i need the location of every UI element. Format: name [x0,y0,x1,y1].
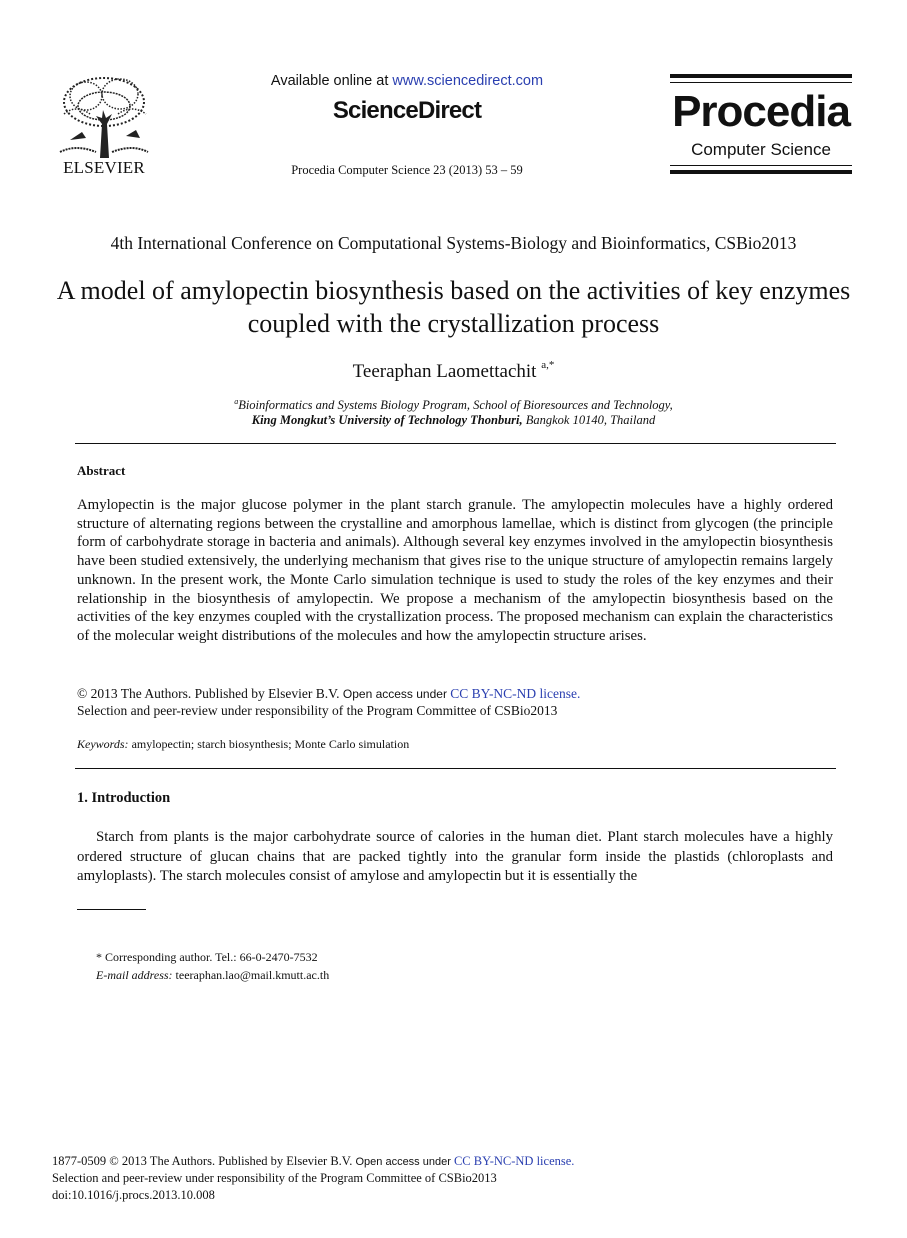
affiliation-mark: a [234,397,239,406]
keywords-list: amylopectin; starch biosynthesis; Monte Carlo simulation [128,737,410,751]
conference-name: 4th International Conference on Computational Systems-Biology and Bioinformatics, CSBio2013 [110,233,797,253]
affiliation-line-1 [100,397,807,413]
procedia-title: Procedia [672,87,850,136]
author-marks: a,* [541,359,555,371]
sciencedirect-link[interactable]: www.sciencedirect.com [392,73,544,89]
affiliation-location: Bangkok 10140, Thailand [522,413,656,427]
footer-peer-review: Selection and peer-review under responsibility of the Program Committee of CSBio2013 [52,1171,497,1185]
keywords-line [77,737,837,752]
corresponding-author-note: * Corresponding author. Tel.: 66-0-2470-7532 [96,950,318,964]
section-body: Starch from plants is the major carbohydrate source of calories in the human diet. Plant starch molecules have a highly ordered structure of glucan chains that are packed tightly into the granular form inside the plastids (chloroplasts and amyloplasts). The starch molecules consist of amylose and amylopectin but it is essentially the [77,829,833,884]
affiliation-program: Bioinformatics and Systems Biology Program, School of Bioresources and Technology, [238,398,673,413]
section-heading: 1. Introduction [77,790,171,806]
email-label: E-mail address: [96,968,173,982]
copyright-text: © 2013 The Authors. Published by Elsevier B.V. [77,686,343,701]
abstract-heading: Abstract [77,463,126,478]
footer-copyright [52,1154,574,1169]
divider [75,768,836,769]
keywords-label: Keywords: [77,737,129,751]
footer-doi[interactable]: doi:10.1016/j.procs.2013.10.008 [52,1188,215,1202]
email-note [96,968,329,983]
procedia-top-bar [670,74,852,78]
procedia-bottom-thin-bar [670,165,852,166]
author-line [150,359,757,383]
abstract-body: Amylopectin is the major glucose polymer in the plant starch granule. The amylopectin molecules have a highly ordered structure of alternating regions between the crystalline and amorphous lamellae, which is distinct from glycogen (the principle form of carbohydrate storage in bacteria and animals). Although several key enzymes involved in the amylopectin biosynthesis have been studied extensively, the underlying mechanism that gives rise to the unique structure of amylopectin remains largely unknown. In the present work, the Monte Carlo simulation technique is used to study the roles of the key enzymes and their relationship in the biosynthesis of amylopectin. We propose a mechanism of the amylopectin biosynthesis based on the activities of the key enzymes coupled with the crystallization process. The proposed mechanism can explain the characteristics of the molecular weight distributions of the molecules and how the amylopectin structure arises. [77,497,833,644]
footer-issn: 1877-0509 © 2013 The Authors. Published by Elsevier B.V. [52,1154,356,1168]
copyright-line [77,686,837,702]
available-online [220,73,594,89]
author-name: Teeraphan Laomettachit [352,361,542,382]
footer-open-access: Open access under [355,1156,454,1168]
footer-license-link[interactable]: CC BY-NC-ND license. [453,1154,575,1168]
procedia-subtitle: Computer Science [691,140,831,159]
procedia-bottom-bar [670,170,852,174]
license-link[interactable]: CC BY-NC-ND license. [450,686,581,701]
available-text: Available online at [270,73,393,89]
affiliation-university: King Mongkut’s University of Technology Thonburi, [251,413,523,427]
procedia-top-thin-bar [670,82,852,83]
publisher-name: ELSEVIER [63,158,145,177]
procedia-logo [670,74,852,174]
peer-review-statement: Selection and peer-review under responsibility of the Program Committee of CSBio2013 [77,703,558,718]
affiliation-line-2 [100,413,807,428]
divider [75,443,836,444]
email-address[interactable]: teeraphan.lao@mail.kmutt.ac.th [172,968,330,982]
paper-title: A model of amylopectin biosynthesis based on the activities of key enzymes coupled with the crystallization process [56,276,851,338]
sciencedirect-brand: ScienceDirect [332,97,482,124]
journal-citation: Procedia Computer Science 23 (2013) 53 – 59 [291,163,523,177]
open-access-text: Open access under [342,687,451,701]
footnote-rule [77,909,146,910]
